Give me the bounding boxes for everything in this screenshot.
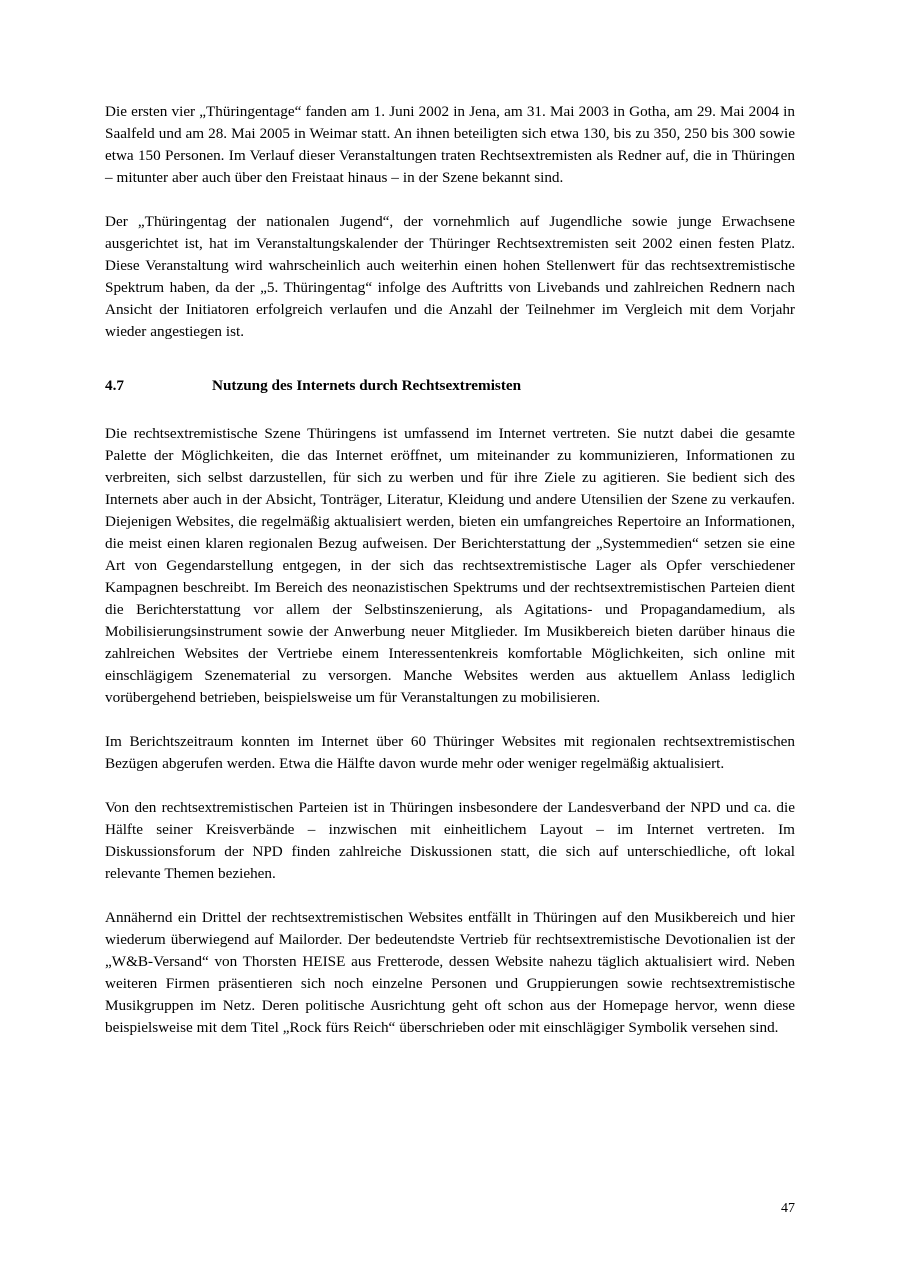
section-heading-4-7 [105, 375, 795, 397]
paragraph-musikbereich-mailorder: Annähernd ein Drittel der rechtsextremistischen Websites entfällt in Thüringen auf den Musikbereich und hier wiederum überwiegend auf Mailorder. Der bedeutendste Vertrieb für rechtsextremistische Devotionalien ist der „W&B-Versand“ von Thorsten HEISE aus Fretterode, dessen Website nahezu täglich aktualisiert wird. Neben weiteren Firmen präsentieren sich noch einzelne Personen und Gruppierungen sowie rechtsextremistische Musikgruppen im Netz. Deren politische Ausrichtung geht oft schon aus der Homepage hervor, wenn diese beispielsweise mit dem Titel „Rock fürs Reich“ überschrieben oder mit einschlägiger Symbolik versehen sind. [105, 909, 795, 1036]
heading-top-spacer [105, 365, 795, 375]
paragraph-thueringentag-nationale-jugend: Der „Thüringentag der nationalen Jugend“, der vornehmlich auf Jugendliche sowie junge Erwachsene ausgerichtet ist, hat im Veranstaltungskalender der Thüringer Rechtsextremisten seit 2002 einen festen Platz. Diese Veranstaltung wird wahrscheinlich auch weiterhin einen hohen Stellenwert für das rechtsextremistische Spektrum haben, da der „5. Thüringentag“ infolge des Auftritts von Livebands und zahlreichen Rednern nach Ansicht der Initiatoren erfolgreich verlaufen und die Anzahl der Teilnehmer im Vergleich mit dem Vorjahr wieder angestiegen ist. [105, 213, 795, 340]
section-heading-number: 4.7 [105, 377, 124, 394]
page-number: 47 [781, 1201, 795, 1216]
paragraph-npd-landesverband: Von den rechtsextremistischen Parteien ist in Thüringen insbesondere der Landesverband der NPD und ca. die Hälfte seiner Kreisverbände – inzwischen mit einheitlichem Layout – im Internet vertreten. Im Diskussionsforum der NPD finden zahlreiche Diskussionen statt, die sich auf unterschiedliche, oft lokal relevante Themen beziehen. [105, 799, 795, 882]
paragraph-berichtszeitraum-websites: Im Berichtszeitraum konnten im Internet über 60 Thüringer Websites mit regionalen rechtsextremistischen Bezügen abgerufen werden. Etwa die Hälfte davon wurde mehr oder weniger regelmäßig aktualisiert. [105, 733, 795, 772]
paragraph-szene-internet-overview: Die rechtsextremistische Szene Thüringens ist umfassend im Internet vertreten. Sie nutzt dabei die gesamte Palette der Möglichkeiten, die das Internet eröffnet, um miteinander zu kommunizieren, Informationen zu verbreiten, sich selbst darzustellen, für sich zu werben und für ihre Ziele zu agitieren. Sie bedient sich des Internets aber auch in der Absicht, Tonträger, Literatur, Kleidung und andere Utensilien der Szene zu verkaufen. Diejenigen Websites, die regelmäßig aktualisiert werden, bieten ein umfangreiches Repertoire an Informationen, die meist einen klaren regionalen Bezug aufweisen. Der Berichterstattung der „Systemmedien“ setzen sie eine Art von Gegendarstellung entgegen, in der sich das rechtsextremistische Lager als Opfer verschiedener Kampagnen beschreibt. Im Bereich des neonazistischen Spektrums und der rechtsextremistischen Parteien dient die Berichterstattung vor allem der Selbstinszenierung, als Agitations- und Propagandamedium, als Mobilisierungsinstrument sowie der Anwerbung neuer Mitglieder. Im Musikbereich bieten darüber hinaus die zahlreichen Websites der Vertriebe einem Interessentenkreis komfortable Möglichkeiten, sich online mit einschlägigem Szenematerial zu versorgen. Manche Websites werden aus aktuellem Anlass lediglich vorübergehend betrieben, beispielsweise um für Veranstaltungen zu mobilisieren. [105, 425, 795, 706]
page-text-block [105, 101, 795, 1039]
paragraph-thueringentage-dates: Die ersten vier „Thüringentage“ fanden am 1. Juni 2002 in Jena, am 31. Mai 2003 in Gotha, am 29. Mai 2004 in Saalfeld und am 28. Mai 2005 in Weimar statt. An ihnen beteiligten sich etwa 130, bis zu 350, 250 bis 300 sowie etwa 150 Personen. Im Verlauf dieser Veranstaltungen traten Rechtsextremisten als Redner auf, die in Thüringen – mitunter aber auch über den Freistaat hinaus – in der Szene bekannt sind. [105, 103, 795, 186]
section-heading-title: Nutzung des Internets durch Rechtsextremisten [212, 377, 522, 394]
